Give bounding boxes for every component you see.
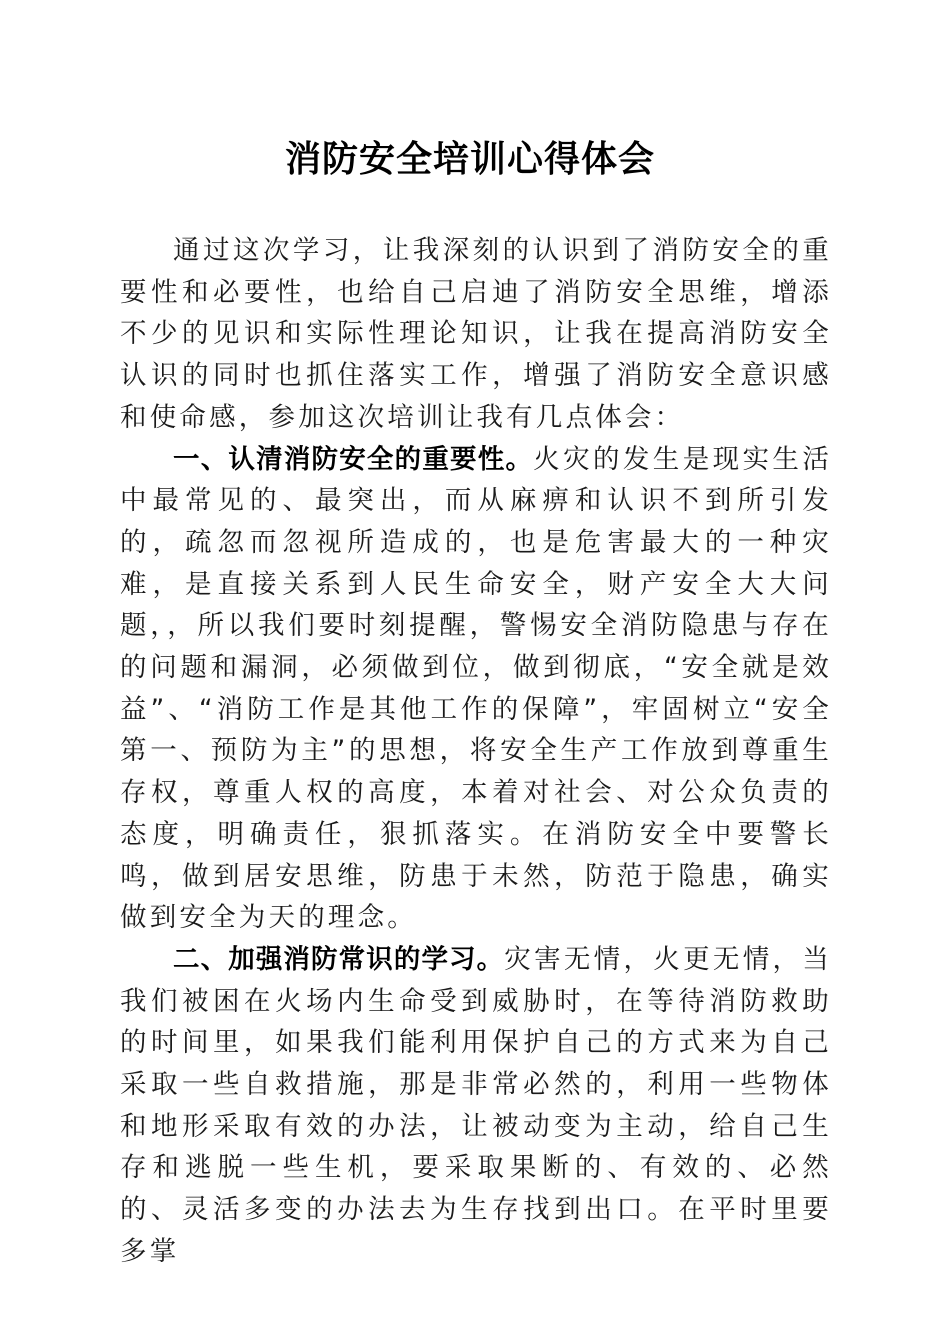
paragraph-text: 灾害无情，火更无情，当我们被困在火场内生命受到威胁时，在等待消防救助的时间里，如果我们能利用保护自己的方式来为自己采取一些自救措施，那是非常必然的，利用一些物体和地形采取有效的办法，让被动变为主动，给自己生存和逃脱一些生机，要采取果断的、有效的、必然的、灵活多变的办法去为生存找到出口。在平时里要多掌	[120, 943, 833, 1267]
document-title: 消防安全培训心得体会	[284, 138, 655, 180]
paragraph-text: 通过这次学习，让我深刻的认识到了消防安全的重要性和必要性，也给自己启迪了消防安全思维，增添不少的见识和实际性理论知识，让我在提高消防安全认识的同时也抓住落实工作，增强了消防安全意识感和使命感，参加这次培训让我有几点体会：	[120, 235, 832, 433]
paragraph-section-1	[120, 439, 832, 939]
paragraph-intro	[120, 230, 832, 439]
document-body	[120, 230, 832, 1273]
paragraph-text: 火灾的发生是现实生活中最常见的、最突出，而从麻痹和认识不到所引发的，疏忽而忽视所造成的，也是危害最大的一种灾难，是直接关系到人民生命安全，财产安全大大问题，，所以我们要时刻提醒，警惕安全消防隐患与存在的问题和漏洞，必须做到位，做到彻底，“安全就是效益”、“消防工作是其他工作的保障”，牢固树立“安全第一、预防为主”的思想，将安全生产工作放到尊重生存权，尊重人权的高度，本着对社会、对公众负责的态度，明确责任，狠抓落实。在消防安全中要警长鸣，做到居安思维，防患于未然，防范于隐患，确实做到安全为天的理念。	[120, 443, 833, 934]
paragraph-lead: 二、加强消防常识的学习。	[173, 943, 505, 975]
paragraph-section-2	[120, 939, 832, 1273]
paragraph-lead: 一、认清消防安全的重要性。	[173, 443, 534, 475]
